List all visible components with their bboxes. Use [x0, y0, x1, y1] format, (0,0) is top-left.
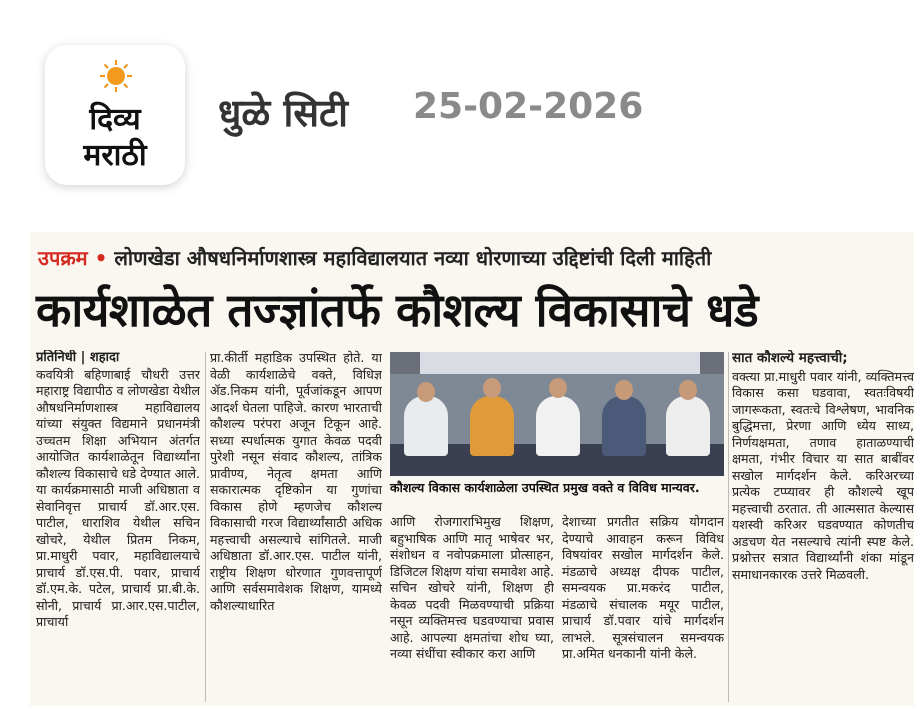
kicker-tag: उपक्रम: [38, 246, 88, 270]
logo-text-line1: दिव्य: [89, 102, 141, 137]
sidebar-text: वक्त्या प्रा.माधुरी पवार यांनी, व्यक्तिमत्त्व विकास कसा घडवावा, स्वतःविषयी जागरूकता, स्वतःचे विश्लेषण, भावनिक बुद्धिमत्ता, प्रेरणा आणि ध्येय साध्य, निर्णयक्षमता, तणाव हाताळण्याची क्षमता, गंभीर विचार या सात बाबींवर सखोल मार्गदर्शन केले. करिअरच्या प्रत्येक टप्प्यावर ही कौशल्ये खूप महत्त्वाची ठरतात. ती आत्मसात केल्यास यशस्वी करिअर घडवण्यात कोणतीच अडचण येत नसल्याचे त्यांनी स्पष्ट केले. प्रश्नोत्तर सत्रात विद्यार्थ्यांनी शंका मांडून समाधानकारक उत्तरे मिळवली.: [732, 368, 914, 582]
person-figure: [666, 396, 710, 456]
person-figure: [536, 396, 580, 456]
kicker-text: लोणखेडा औषधनिर्माणशास्त्र महाविद्यालयात नव्या धोरणाच्या उद्दिष्टांची दिली माहिती: [114, 246, 712, 270]
event-photo: [390, 352, 724, 476]
person-head: [483, 378, 501, 398]
person-head: [417, 382, 435, 402]
column-3-text: आणि रोजगाराभिमुख शिक्षण, बहुभाषिक आणि मातृ भाषेवर भर, संशोधन व नवोपक्रमाला प्रोत्साहन, डिजिटल शिक्षण यांचा समावेश आहे. सचिन खोचरे यांनी, शिक्षण ही केवळ पदवी मिळवण्याची प्रक्रिया नसून व्यक्तिमत्त्व घडवण्याचा प्रवास आहे. आपल्या क्षमतांचा शोध घ्या, नव्या संधींचा स्वीकार करा आणि: [390, 514, 554, 661]
sidebar-column: [732, 350, 914, 706]
logo-text-line2: मराठी: [83, 138, 147, 173]
column-divider: [728, 352, 729, 702]
brand-logo: [45, 45, 185, 185]
person-head: [549, 378, 567, 398]
column-1-text: कवयित्री बहिणाबाई चौधरी उत्तर महाराष्ट्र विद्यापीठ व लोणखेडा येथील औषधनिर्माणशास्त्र महाविद्यालय यांच्या संयुक्त विद्यमाने प्रधानमंत्री उच्चतम शिक्षा अभियान अंतर्गत आयोजित कार्यशाळेतून विद्यार्थ्यांना कौशल्य विकासाचे धडे देण्यात आले. या कार्यक्रमासाठी माजी अधिष्ठाता व सेवानिवृत्त प्राचार्य डॉ.आर.एस. पाटील, धाराशिव येथील सचिन खोचरे, येथील प्रितम निकम, प्रा.माधुरी पवार, महाविद्यालयाचे प्राचार्य डॉ.एस.पी. पवार, प्राचार्य डॉ.एम.के. पटेल, प्राचार्य प्रा.बी.के. सोनी, प्राचार्य प्रा.आर.एस.पाटील, प्राचार्या: [36, 366, 200, 629]
photo-caption: कौशल्य विकास कार्यशाळेला उपस्थित प्रमुख वक्ते व विविध मान्यवर.: [390, 480, 700, 495]
sun-icon: [99, 59, 133, 93]
sidebar-title: सात कौशल्ये महत्त्वाची;: [732, 350, 848, 366]
column-divider: [205, 352, 206, 702]
person-head: [615, 380, 633, 400]
byline: प्रतिनिधी | शहादा: [36, 350, 120, 365]
person-head: [679, 380, 697, 400]
news-clipping: [30, 232, 914, 706]
person-figure: [404, 396, 448, 456]
kicker-dot: •: [94, 246, 108, 270]
edition-city: धुळे सिटी: [218, 91, 349, 135]
photo-banner: [420, 352, 700, 374]
edition-date: 25-02-2026: [413, 86, 644, 127]
column-2-text: प्रा.कीर्ती महाडिक उपस्थित होते. या वेळी कार्यशाळेचे वक्ते, विधिज्ञ ॲड.निकम यांनी, पूर्वजांकडून आपण आदर्श घेतला पाहिजे. कारण भारताची कौशल्य परंपरा अजून टिकून आहे. सध्या स्पर्धात्मक युगात केवळ पदवी पुरेशी नसून संवाद कौशल्य, तांत्रिक प्रावीण्य, नेतृत्व क्षमता आणि सकारात्मक दृष्टिकोन या गुणांचा विकास होणे म्हणजेच कौशल्य विकासाची गरज विद्यार्थ्यांसाठी अधिक महत्त्वाची असल्याचे सांगितले. माजी अधिष्ठाता डॉ.आर.एस. पाटील यांनी, राष्ट्रीय शिक्षण धोरणात गुणवत्तापूर्ण आणि सर्वसमावेशक शिक्षण, यामध्ये कौशल्याधारित: [210, 350, 382, 613]
article-column-1: [36, 350, 200, 706]
person-figure: [602, 396, 646, 456]
column-4-text: देशाच्या प्रगतीत सक्रिय योगदान देण्याचे आवाहन करून विविध विषयांवर सखोल मार्गदर्शन केले. मंडळाचे अध्यक्ष दीपक पाटील, समन्वयक प्रा.मकरंद पाटील, मंडळाचे संचालक मयूर पाटील, प्राचार्य डॉ.पवार यांचे मार्गदर्शन लाभले. सूत्रसंचालन समन्वयक प्रा.अमित धनकानी यांनी केले.: [562, 514, 724, 661]
article-column-2: [210, 350, 382, 706]
article-headline: कार्यशाळेत तज्ज्ञांतर्फे कौशल्य विकासाचे धडे: [36, 283, 759, 337]
kicker-line: [38, 244, 711, 271]
article-column-4: [562, 514, 724, 706]
article-column-3: [390, 514, 554, 706]
person-figure: [470, 396, 514, 456]
